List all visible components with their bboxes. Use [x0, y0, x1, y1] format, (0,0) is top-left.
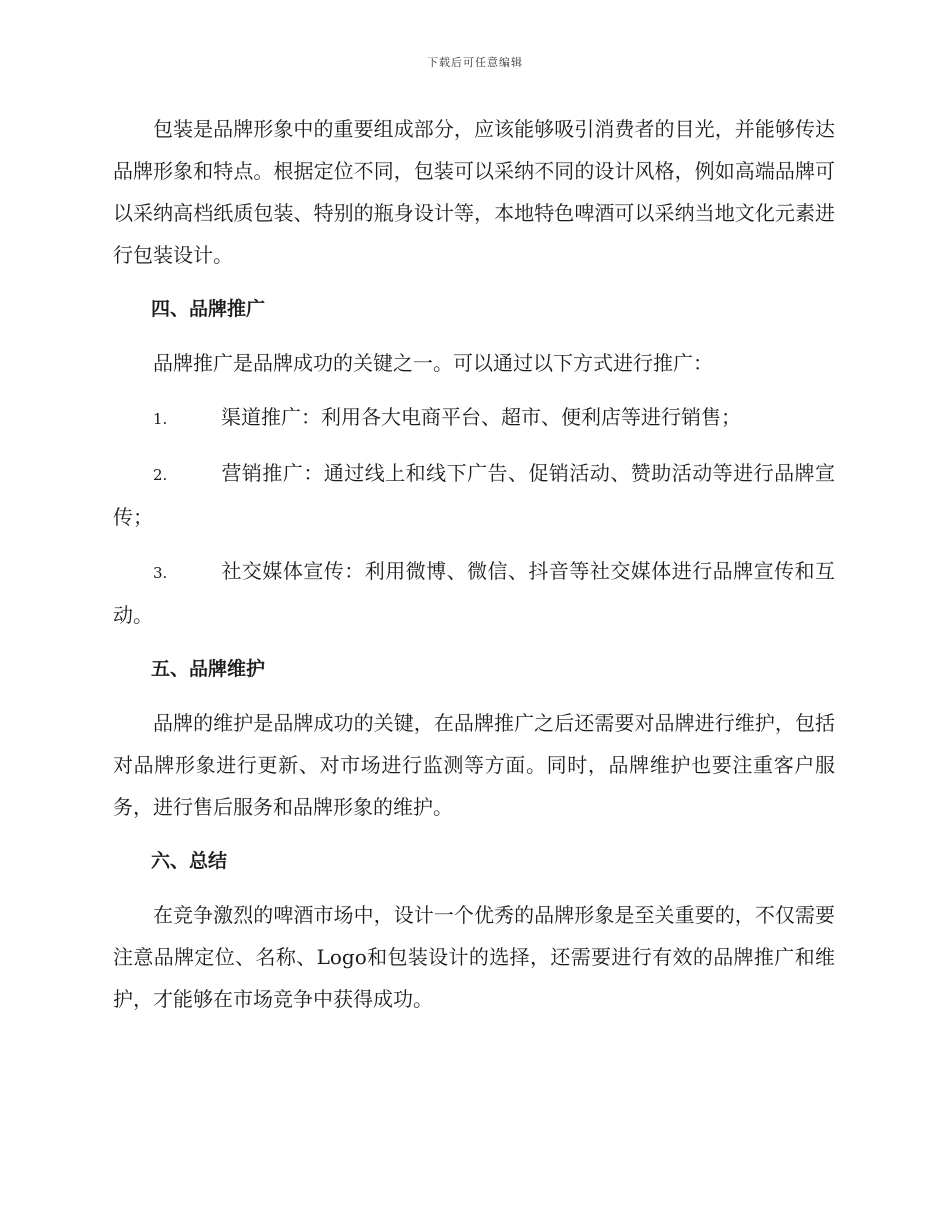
section-heading-summary: 六、总结 [151, 850, 228, 872]
list-item [113, 452, 835, 538]
section-heading-promotion: 四、品牌推广 [151, 298, 266, 320]
list-item-text: 渠道推广：利用各大电商平台、超市、便利店等进行销售； [221, 405, 741, 429]
list-item [113, 550, 835, 636]
list-item [113, 396, 835, 440]
list-item-text: 社交媒体宣传：利用微博、微信、抖音等社交媒体进行品牌宣传和互动。 [113, 559, 835, 627]
summary-paragraph: 在竞争激烈的啤酒市场中，设计一个优秀的品牌形象是至关重要的，不仅需要注意品牌定位、名称、Logo和包装设计的选择，还需要进行有效的品牌推广和维护，才能够在市场竞争中获得成功。 [113, 903, 835, 1011]
intro-paragraph: 包装是品牌形象中的重要组成部分，应该能够吸引消费者的目光，并能够传达品牌形象和特点。根据定位不同，包装可以采纳不同的设计风格，例如高端品牌可以采纳高档纸质包装、特别的瓶身设计等，本地特色啤酒可以采纳当地文化元素进行包装设计。 [113, 117, 835, 267]
document-body [113, 108, 835, 1020]
list-item-number: 3. [153, 564, 168, 582]
list-item-number: 1. [153, 410, 168, 428]
page-header-note: 下载后可任意编辑 [427, 56, 523, 69]
list-item-number: 2. [153, 466, 168, 484]
section-heading-maintenance: 五、品牌维护 [151, 658, 266, 680]
maintenance-paragraph: 品牌的维护是品牌成功的关键，在品牌推广之后还需要对品牌进行维护，包括对品牌形象进行更新、对市场进行监测等方面。同时，品牌维护也要注重客户服务，进行售后服务和品牌形象的维护。 [113, 711, 835, 819]
list-item-text: 营销推广：通过线上和线下广告、促销活动、赞助活动等进行品牌宣传； [113, 461, 835, 529]
promotion-paragraph: 品牌推广是品牌成功的关键之一。可以通过以下方式进行推广： [153, 351, 713, 375]
